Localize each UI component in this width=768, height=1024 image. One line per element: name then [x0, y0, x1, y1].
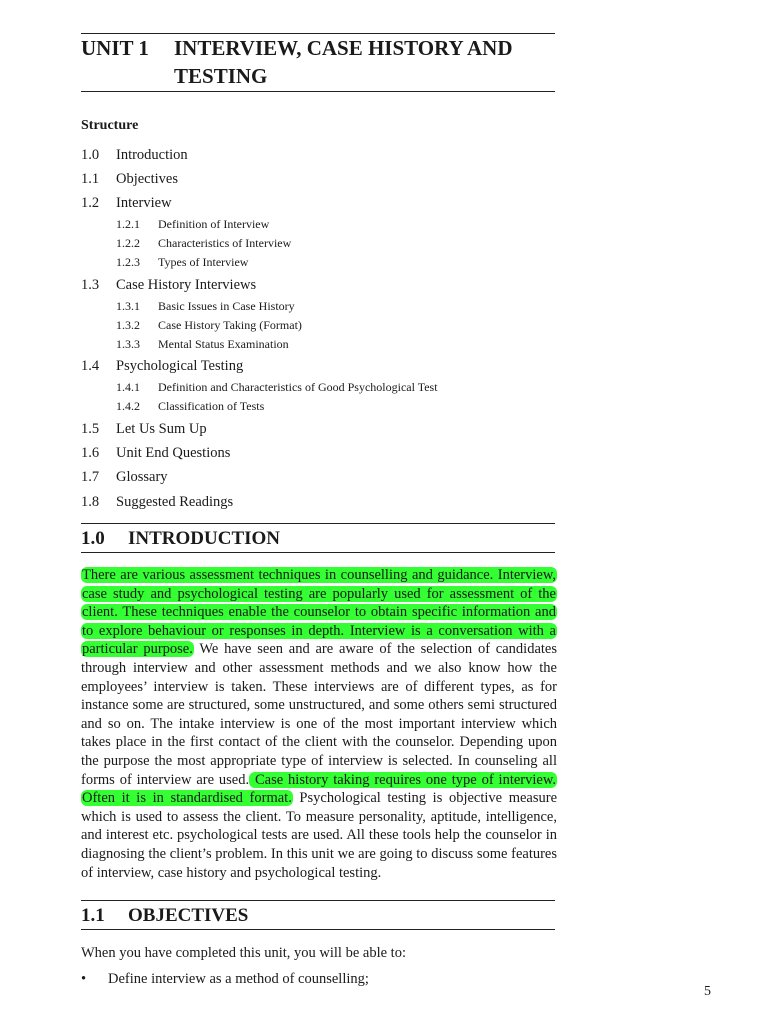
objectives-bottom-rule	[81, 929, 555, 930]
toc-title: Case History Taking (Format)	[158, 318, 302, 332]
highlight-passage: Case history taking requires one type of interview. Often it is in standardised format.	[82, 771, 556, 807]
introduction-paragraph	[81, 566, 557, 882]
bullet-text: Define interview as a method of counselling;	[108, 971, 369, 987]
toc-title: Suggested Readings	[116, 494, 234, 510]
toc-number: 1.3.3	[116, 337, 140, 351]
intro-bottom-rule	[81, 552, 555, 553]
toc-number: 1.4	[81, 358, 100, 374]
toc-title: Types of Interview	[158, 255, 249, 269]
toc-number: 1.2	[81, 195, 100, 211]
toc-number: 1.3.1	[116, 299, 140, 313]
toc-title: Definition of Interview	[158, 217, 270, 231]
toc-title: Objectives	[116, 171, 179, 187]
toc-title: Unit End Questions	[116, 445, 231, 461]
toc-number: 1.4.1	[116, 380, 140, 394]
paragraph-text: We have seen and are aware of the selection of candidates through interview and other assessment methods and we also know how the employees’ interview is taken. These interviews are of different types, as for instance some are structured, some unstructured, and some others semi structured and so on. The intake interview is one of the most important interview which takes place in the first contact of the client with the counselor. Depending upon the purpose the most appropriate type of interview is selected. In counseling all forms of interview are used.	[81, 641, 557, 788]
bullet-icon: •	[81, 971, 87, 987]
title-bottom-rule	[81, 91, 555, 92]
structure-label: Structure	[81, 118, 139, 133]
section-title: INTRODUCTION	[128, 528, 281, 549]
toc-number: 1.5	[81, 421, 100, 437]
toc-number: 1.7	[81, 469, 100, 485]
page-number: 5	[704, 984, 711, 999]
toc-number: 1.0	[81, 147, 100, 163]
toc-title: Mental Status Examination	[158, 337, 289, 351]
toc-title: Psychological Testing	[116, 358, 244, 374]
unit-number: UNIT 1	[81, 36, 149, 60]
toc-title: Basic Issues in Case History	[158, 299, 295, 313]
toc-number: 1.3.2	[116, 318, 140, 332]
toc-title: Definition and Characteristics of Good Psychological Test	[158, 380, 438, 394]
toc-number: 1.4.2	[116, 399, 140, 413]
toc-number: 1.2.1	[116, 217, 140, 231]
toc-title: Interview	[116, 195, 172, 211]
toc-number: 1.3	[81, 277, 100, 293]
toc-number: 1.1	[81, 171, 100, 187]
toc-number: 1.2.3	[116, 255, 140, 269]
section-title: OBJECTIVES	[128, 905, 249, 926]
paragraph-text: Psychological testing is objective measure which is used to assess the client. To measure personality, aptitude, intelligence, and interest etc. psychological tests are used. All these tools help the counselor in diagnosing the client’s problem. In this unit we are going to discuss some features of interview, case history and psychological testing.	[81, 790, 558, 881]
toc-number: 1.8	[81, 494, 100, 510]
section-number: 1.0	[81, 528, 105, 549]
toc-title: Glossary	[116, 469, 168, 485]
intro-top-rule	[81, 523, 555, 524]
toc-title: Characteristics of Interview	[158, 236, 292, 250]
section-number: 1.1	[81, 905, 105, 926]
toc-title: Case History Interviews	[116, 277, 257, 293]
toc-number: 1.2.2	[116, 236, 140, 250]
unit-title-text: INTERVIEW, CASE HISTORY AND TESTING	[174, 36, 513, 88]
objectives-top-rule	[81, 900, 555, 901]
toc-title: Introduction	[116, 147, 188, 163]
objectives-intro-text: When you have completed this unit, you will be able to:	[81, 945, 406, 961]
toc-title: Let Us Sum Up	[116, 421, 207, 437]
toc-title: Classification of Tests	[158, 399, 265, 413]
highlight-passage: There are various assessment techniques in counselling and guidance. Interview, case study and psychological testing are popularly used for assessment of the client. These techniques enable the counselor to obtain specific information and to explore behaviour or responses in depth. Interview is a conversation with a particular purpose.	[82, 567, 556, 658]
toc-number: 1.6	[81, 445, 100, 461]
